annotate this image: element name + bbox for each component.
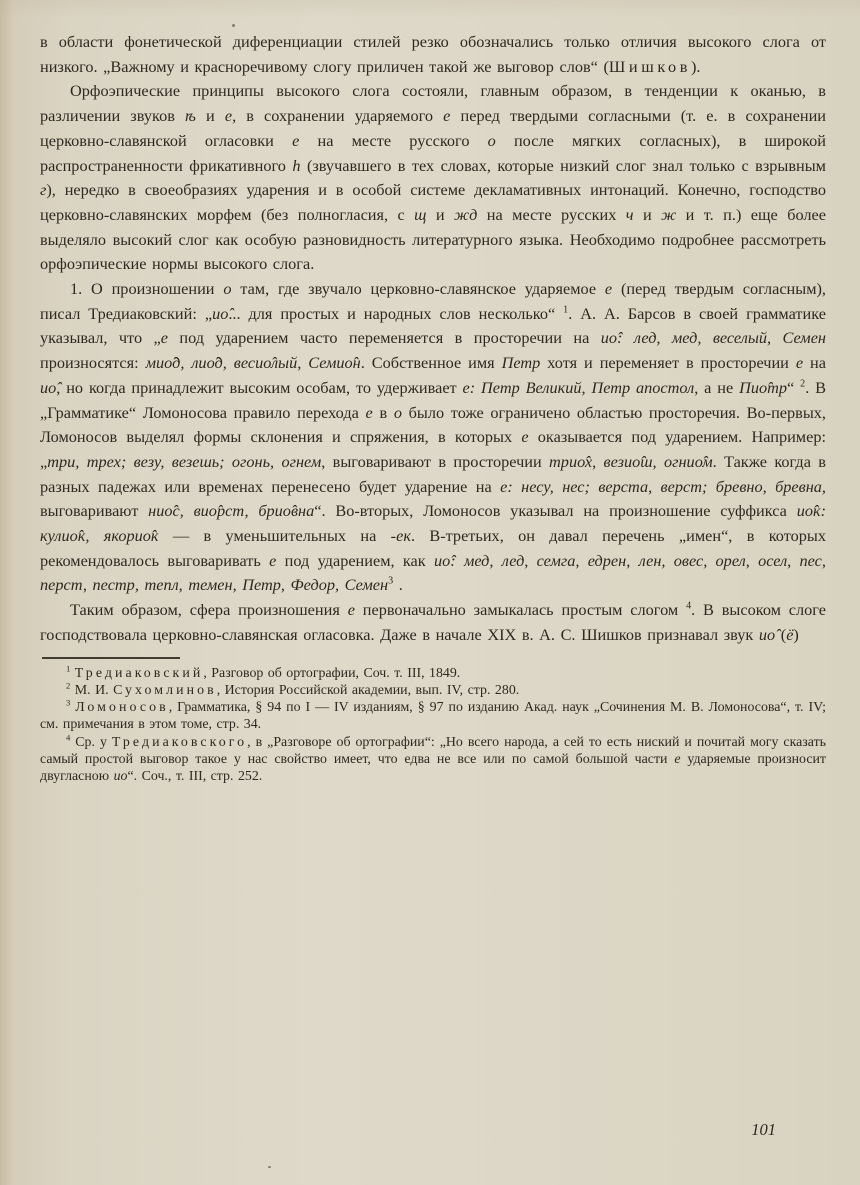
footnotes xyxy=(40,662,826,786)
text-run: ѣ xyxy=(185,106,196,126)
text-run: щ xyxy=(414,204,427,224)
text-run: -ек xyxy=(390,526,411,546)
text-run: , но когда принадлежит высоким особам, то удерживает xyxy=(56,377,463,397)
text-run: Таким образом, сфера произношения xyxy=(70,600,348,620)
text-run: е xyxy=(224,106,233,126)
text-run: первоначально замыкалась простым слогом xyxy=(354,600,687,620)
text-run: после мягких согласных), в широкой распространенности фрикативного xyxy=(40,130,826,175)
text-run: ио̂ xyxy=(40,377,57,397)
scan-speck xyxy=(268,1166,271,1168)
text-run: о xyxy=(393,402,402,422)
paragraph xyxy=(40,699,826,734)
footnote-ref: 4 xyxy=(66,732,71,743)
text-run: е xyxy=(795,353,804,373)
text-run: трио̂х, везио̂ш, огнио̂м xyxy=(549,451,713,471)
text-run: е xyxy=(521,427,529,447)
text-run: “. Соч., т. III, стр. 252. xyxy=(127,769,263,785)
text-run: на xyxy=(803,353,826,373)
text-run: е: Петр Великий, Петр апостол xyxy=(462,377,695,397)
text-run: Сухомлинов xyxy=(113,682,217,698)
text-run: о xyxy=(487,130,496,150)
text-run: е: несу, нес; верста, верст; бревно, бревна xyxy=(500,476,822,496)
text-run: , а не xyxy=(694,377,740,397)
page-number: 101 xyxy=(751,1120,776,1139)
text-run: в области фонетической диференциации стилей резко обозначались только отличия высокого слога от низкого. „Важному и красноречивому слогу приличен такой же выговор слов“ ( xyxy=(40,32,826,76)
footnote-ref: 1 xyxy=(563,304,569,316)
text-run: . В-третьих, он давал перечень „имен“, в которых рекомендовалось выговаривать xyxy=(40,526,826,570)
text-run: ио̂ xyxy=(758,624,776,644)
text-run: “ xyxy=(787,377,801,397)
text-run: Орфоэпические принципы высокого слога состояли, главным образом, в тенденции к оканью, в различении звуков xyxy=(40,81,826,126)
text-run: перед твердыми согласными (т. е. в сохранении церковно-славянской огласовки xyxy=(40,106,826,150)
text-run: . В „Грамматике“ Ломоносова правило перехода xyxy=(40,377,826,422)
footnote-ref: 2 xyxy=(800,378,806,390)
text-run: и xyxy=(195,106,225,126)
text-run: . Также когда в разных падежах или временах перенесено будет ударение на xyxy=(40,451,826,496)
text-run: там, где звучало церковно-славянское ударяемое xyxy=(231,279,605,299)
footnote-separator xyxy=(42,657,180,659)
text-run: о xyxy=(223,279,232,299)
text-run: жд xyxy=(453,204,478,224)
text-run: . Собственное имя xyxy=(360,353,502,373)
text-run: ч xyxy=(625,204,634,224)
text-run: ж xyxy=(661,204,677,224)
text-run: , История Российской академии, вып. IV, стр. 280. xyxy=(216,682,520,698)
text-run: ё xyxy=(786,624,794,644)
text-run: и xyxy=(426,204,454,224)
paragraph xyxy=(40,682,826,699)
paragraph xyxy=(40,662,826,682)
text-run: под ударением часто переменяется в просторечии на xyxy=(167,328,601,348)
paragraph xyxy=(40,79,826,277)
text-run: — в уменьшительных на xyxy=(158,526,391,546)
text-run: ио̂ xyxy=(212,303,229,323)
text-run: оказывается под ударением. Например: „ xyxy=(40,427,826,471)
text-run: е xyxy=(269,550,277,570)
text-run: под ударением, как xyxy=(276,550,434,570)
text-run: ... для простых и народных слов несколько“ xyxy=(228,303,564,323)
paragraph xyxy=(40,734,826,786)
text-run: е xyxy=(347,600,355,620)
paragraph xyxy=(40,277,826,598)
text-run: “. Во-вторых, Ломоносов указывал на произношение суффикса xyxy=(314,501,797,521)
text-run: . В высоком слоге господствовала церковно-славянская огласовка. Даже в начале XIX в. А. С. Шишков признавал звук xyxy=(40,600,826,644)
scan-speck xyxy=(232,24,235,27)
text-run: в xyxy=(372,402,394,422)
footnote-ref: 1 xyxy=(66,662,71,673)
footnote-ref: 2 xyxy=(66,680,71,691)
text-run: ио̂: лед, мед, веселый, Семен xyxy=(600,328,826,348)
paragraph xyxy=(40,30,826,79)
text-run: е xyxy=(604,279,613,299)
text-run: ) xyxy=(793,624,799,644)
text-run: было тоже ограничено областью просторечия. Во-первых, Ломоносов выделял формы склонения и спряжения, в которых xyxy=(40,402,827,447)
body-text xyxy=(40,30,826,648)
text-run: Пио̂тр xyxy=(739,377,788,397)
text-run: , в „Разговоре об ортографии“: „Но всего народа, а сей то есть ниский и почитай могу сказать самый простой выговор такое у нас свойство имеет, что едва не все или по самой большой части xyxy=(40,734,826,768)
text-run: ( xyxy=(775,624,787,644)
text-run: Ломоносов xyxy=(75,700,169,716)
paragraph xyxy=(40,598,826,647)
text-run: (перед твердым согласным), писал Тредиаковский: „ xyxy=(40,279,827,323)
text-run: г xyxy=(40,180,47,200)
text-run: , в сохранении ударяемого xyxy=(232,106,444,126)
text-run: ио xyxy=(113,769,128,785)
text-run: . xyxy=(393,575,403,595)
text-run: е xyxy=(365,402,373,422)
text-run: Шишков xyxy=(608,56,692,76)
text-run: , выговаривают xyxy=(40,476,826,521)
text-run: е xyxy=(292,130,300,150)
text-run: и т. п.) еще более выделяло высокий слог как особую разновидность литературного языка. Необходимо подробнее рассмотреть орфоэпические нормы высокого слога. xyxy=(40,204,826,274)
text-run: ио̂к: кулио̂к, якорио̂к xyxy=(40,501,827,546)
text-run: , выговаривают в просторечии xyxy=(321,451,550,471)
text-run: е xyxy=(674,752,681,768)
text-run: е xyxy=(443,106,451,126)
text-run: ио̂: мед, лед, семга, едрен, лен, овес, орел, осел, пес, перст, пестр, тепл, темен, Петр, Федор, Семен xyxy=(40,550,826,595)
text-run: Петр xyxy=(501,353,541,373)
text-run: (звучавшего в тех словах, которые низкий слог знал только с взрывным xyxy=(300,155,826,175)
text-run: на месте русского xyxy=(299,130,488,150)
text-run: мио̂д, лио̂д, весио̂лый, Семио̂н xyxy=(145,353,361,373)
text-run: Тредиаковский xyxy=(74,665,204,681)
text-run: произносятся: xyxy=(40,353,146,373)
text-run: , Грамматика, § 94 по I — IV изданиям, § 97 по изданию Акад. наук „Сочинения М. В. Ломоносова“, т. IV; см. примечания в этом томе, стр. 34. xyxy=(40,700,826,733)
footnote-ref: 3 xyxy=(388,576,394,588)
text-run: хотя и переменяет в просторечии xyxy=(540,353,796,373)
text-run: ), нередко в своеобразиях ударения и в особой системе декламативных интонаций. Конечно, господство церковно-славянских морфем (без полногласия, с xyxy=(40,180,826,224)
text-run: Тредиаковского xyxy=(111,734,248,750)
text-run: е xyxy=(160,328,168,348)
text-run: нио̂с, вио̂рст, брио̂вна xyxy=(148,501,315,521)
text-run: h xyxy=(292,155,301,175)
text-run: М. И. xyxy=(70,682,114,698)
text-run: на месте русских xyxy=(477,204,626,224)
text-run: . А. А. Барсов в своей грамматике указывал, что „ xyxy=(40,303,826,348)
text-run: , Разговор об ортографии, Соч. т. III, 1849. xyxy=(203,665,461,681)
text-run: 1. О произношении xyxy=(70,279,224,299)
footnote-ref: 3 xyxy=(66,697,71,708)
footnote-ref: 4 xyxy=(686,600,692,612)
text-run: три, трех; везу, везешь; огонь, огнем xyxy=(47,451,322,471)
text-run: ). xyxy=(691,56,701,76)
text-run: ударяемые произносит двугласною xyxy=(40,752,826,785)
text-run: Ср. у xyxy=(70,734,112,750)
text-run: и xyxy=(633,204,662,224)
